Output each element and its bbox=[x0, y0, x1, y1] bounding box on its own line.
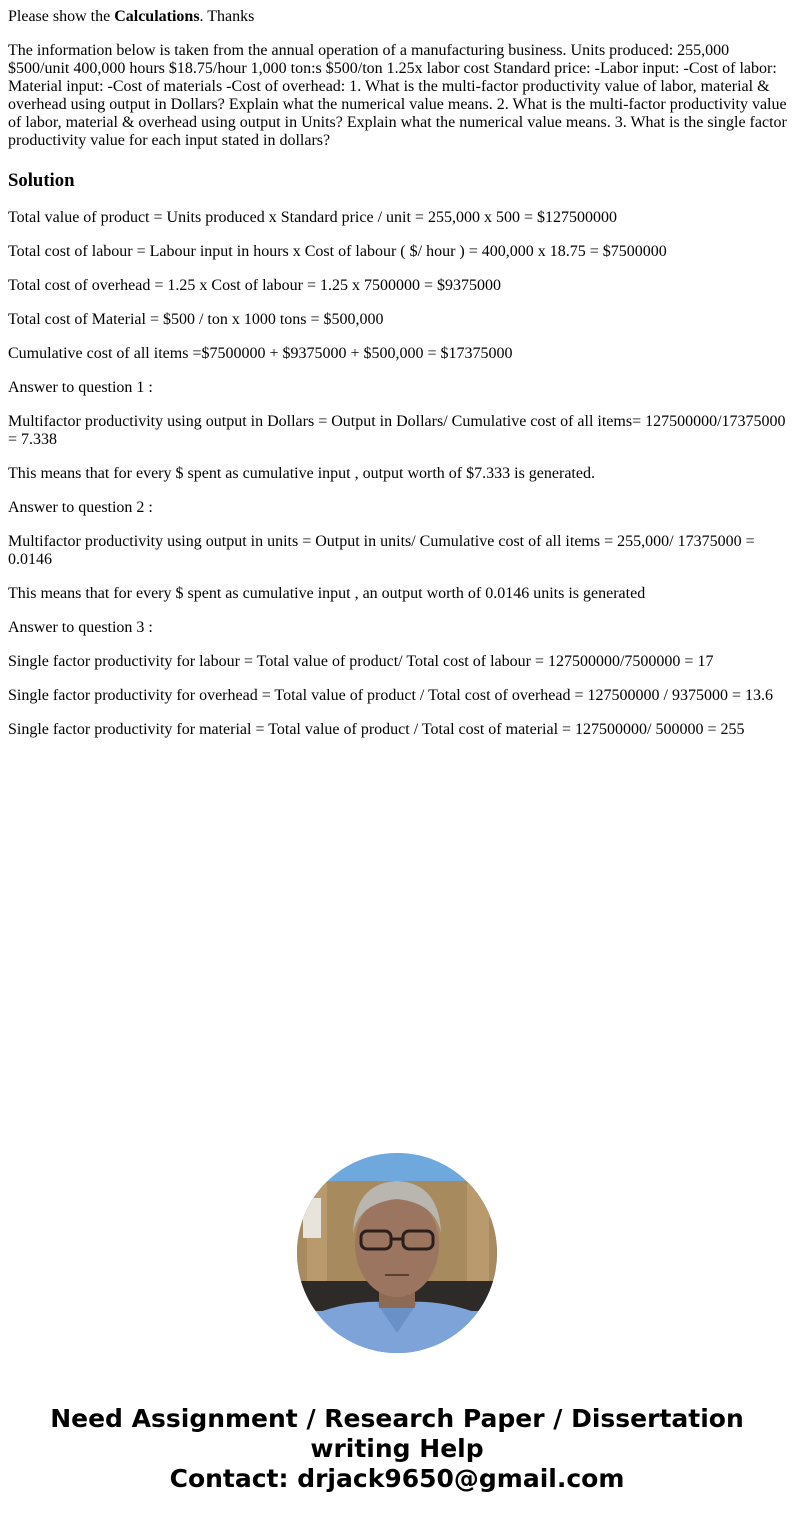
question-intro-suffix: . Thanks bbox=[199, 8, 255, 25]
calc-material-cost: Total cost of Material = $500 / ton x 1000 tons = $500,000 bbox=[8, 311, 384, 328]
answer-1-label: Answer to question 1 : bbox=[8, 379, 153, 396]
calc-cumulative-cost: Cumulative cost of all items =$7500000 + $9375000 + $500,000 = $17375000 bbox=[8, 345, 513, 362]
answer-3-material: Single factor productivity for material = Total value of product / Total cost of material = 127500000/ 500000 = 255 bbox=[8, 721, 745, 738]
avatar bbox=[297, 1153, 497, 1353]
question-intro-prefix: Please show the bbox=[8, 8, 115, 25]
answer-3-labour: Single factor productivity for labour = Total value of product/ Total cost of labour = 127500000/7500000 = 17 bbox=[8, 653, 714, 670]
promo-banner bbox=[0, 1404, 794, 1494]
promo-line-2: writing Help bbox=[310, 1434, 484, 1463]
question-intro-bold: Calculations bbox=[114, 8, 200, 25]
answer-3-label: Answer to question 3 : bbox=[8, 619, 153, 636]
promo-contact: Contact: drjack9650@gmail.com bbox=[169, 1464, 625, 1493]
answer-2-calc: Multifactor productivity using output in units = Output in units/ Cumulative cost of all items = 255,000/ 17375000 = 0.0146 bbox=[8, 533, 755, 568]
person-photo-avatar-icon bbox=[297, 1153, 497, 1353]
question-body: The information below is taken from the annual operation of a manufacturing business. Units produced: 255,000 $500/unit 400,000 hours $18.75/hour 1,000 ton:s $500/ton 1.25x labor cost Standard price: -Labor input: -Cost of labor: Material input: -Cost of materials -Cost of overhead: 1. What is the multi-factor productivity value of labor, material & overhead using output in Dollars? Explain what the numerical value means. 2. What is the multi-factor productivity value of labor, material & overhead using output in Units? Explain what the numerical value means. 3. What is the single factor productivity value for each input stated in dollars? bbox=[8, 42, 787, 149]
question-intro bbox=[8, 8, 788, 26]
answer-2-label: Answer to question 2 : bbox=[8, 499, 153, 516]
calc-total-value: Total value of product = Units produced x Standard price / unit = 255,000 x 500 = $127500000 bbox=[8, 209, 617, 226]
document-content bbox=[8, 0, 788, 755]
answer-1-calc: Multifactor productivity using output in Dollars = Output in Dollars/ Cumulative cost of all items= 127500000/17375000 = 7.338 bbox=[8, 413, 786, 448]
solution-heading: Solution bbox=[8, 170, 75, 191]
promo-line-1: Need Assignment / Research Paper / Dissertation bbox=[50, 1404, 744, 1433]
calc-labour-cost: Total cost of labour = Labour input in hours x Cost of labour ( $/ hour ) = 400,000 x 18.75 = $7500000 bbox=[8, 243, 667, 260]
answer-2-explanation: This means that for every $ spent as cumulative input , an output worth of 0.0146 units is generated bbox=[8, 585, 646, 602]
answer-1-explanation: This means that for every $ spent as cumulative input , output worth of $7.333 is generated. bbox=[8, 465, 595, 482]
calc-overhead-cost: Total cost of overhead = 1.25 x Cost of labour = 1.25 x 7500000 = $9375000 bbox=[8, 277, 501, 294]
answer-3-overhead: Single factor productivity for overhead = Total value of product / Total cost of overhead = 127500000 / 9375000 = 13.6 bbox=[8, 687, 773, 704]
